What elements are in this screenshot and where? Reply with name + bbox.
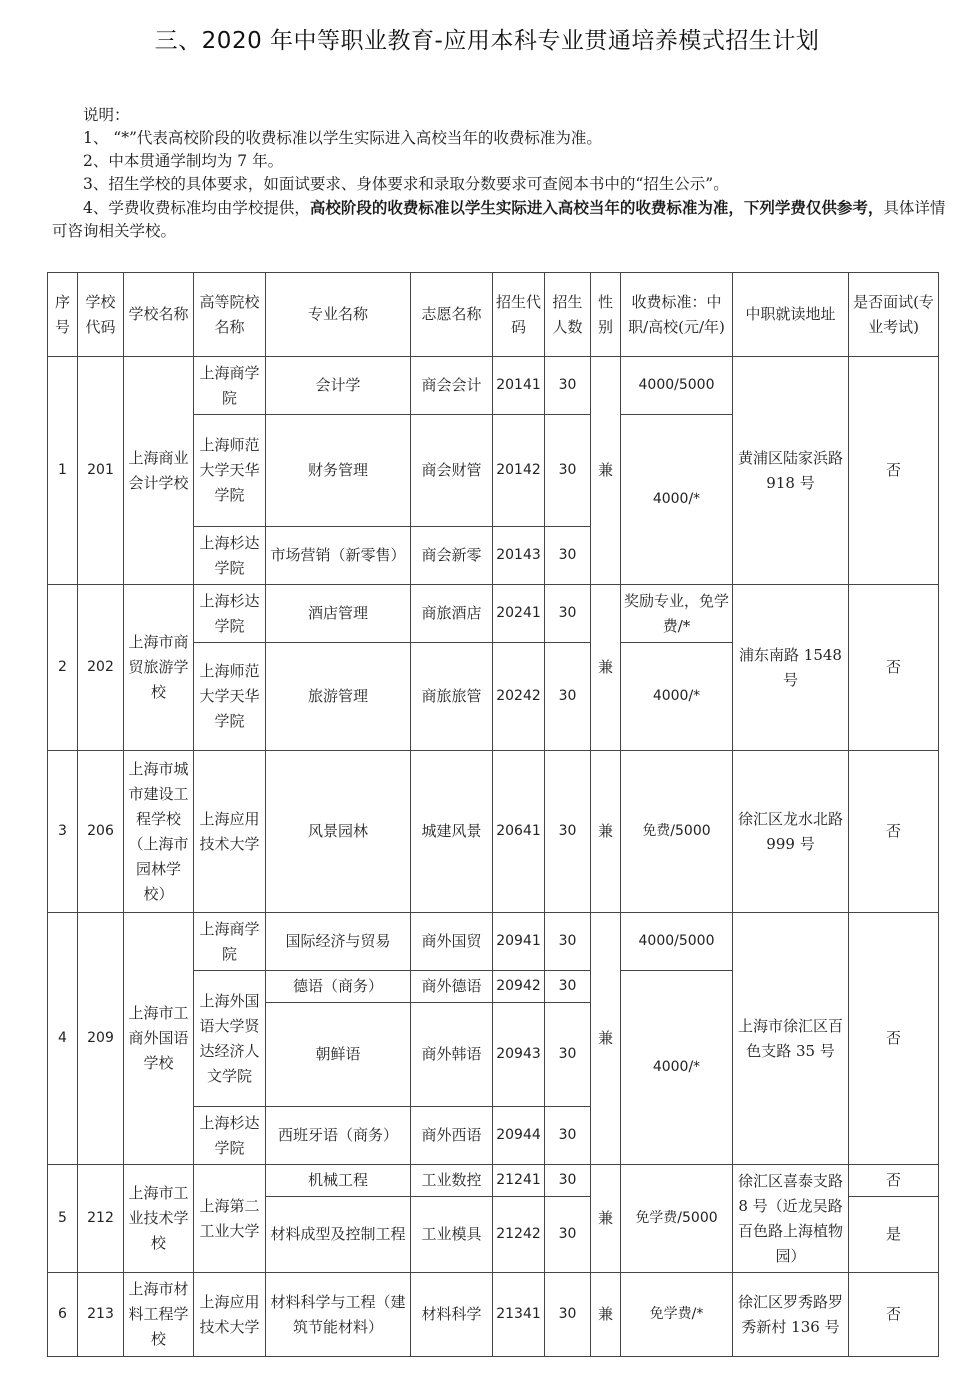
cell-wish: 商外国贸: [411, 913, 493, 971]
cell-fee: 4000/*: [621, 643, 733, 751]
cell-wish: 工业模具: [411, 1197, 493, 1273]
cell-major: 会计学: [266, 357, 411, 415]
cell-address: 上海市徐汇区百色支路 35 号: [733, 913, 849, 1165]
cell-count: 30: [545, 1003, 591, 1107]
cell-interview: 否: [849, 751, 939, 913]
cell-count: 30: [545, 1273, 591, 1357]
header-major: 专业名称: [266, 273, 411, 357]
cell-wish: 商外韩语: [411, 1003, 493, 1107]
cell-wish: 工业数控: [411, 1165, 493, 1197]
cell-seq: 5: [48, 1165, 78, 1273]
cell-gender: 兼: [591, 751, 621, 913]
cell-enroll-code: 20142: [493, 415, 545, 527]
cell-count: 30: [545, 913, 591, 971]
table-row: [48, 1165, 939, 1197]
cell-fee: 奖励专业，免学费/*: [621, 585, 733, 643]
note-item-1: 1、 “*”代表高校阶段的收费标准以学生实际进入高校当年的收费标准为准。: [83, 129, 602, 147]
cell-address: 黄浦区陆家浜路 918 号: [733, 357, 849, 585]
cell-enroll-code: 20943: [493, 1003, 545, 1107]
cell-major: 国际经济与贸易: [266, 913, 411, 971]
cell-major: 机械工程: [266, 1165, 411, 1197]
cell-wish: 材料科学: [411, 1273, 493, 1357]
cell-college: 上海师范大学天华学院: [194, 415, 266, 527]
header-school-code: 学校代码: [78, 273, 124, 357]
cell-major: 材料科学与工程（建筑节能材料）: [266, 1273, 411, 1357]
cell-interview: 否: [849, 1273, 939, 1357]
cell-wish: 商旅旅管: [411, 643, 493, 751]
cell-address: 徐汇区龙水北路 999 号: [733, 751, 849, 913]
notes-heading: 说明：: [83, 106, 130, 124]
cell-gender: 兼: [591, 1165, 621, 1273]
cell-fee: 免学费/5000: [621, 1165, 733, 1273]
cell-college: 上海第二工业大学: [194, 1165, 266, 1273]
cell-interview: 否: [849, 585, 939, 751]
cell-school-name: 上海市工商外国语学校: [124, 913, 194, 1165]
cell-fee: 免学费/*: [621, 1273, 733, 1357]
cell-enroll-code: 20941: [493, 913, 545, 971]
header-school-name: 学校名称: [124, 273, 194, 357]
cell-major: 旅游管理: [266, 643, 411, 751]
cell-college: 上海商学院: [194, 913, 266, 971]
cell-major: 材料成型及控制工程: [266, 1197, 411, 1273]
table-row: [48, 1273, 939, 1357]
cell-school-code: 212: [78, 1165, 124, 1273]
cell-seq: 2: [48, 585, 78, 751]
cell-enroll-code: 20242: [493, 643, 545, 751]
cell-count: 30: [545, 585, 591, 643]
cell-school-name: 上海市材料工程学校: [124, 1273, 194, 1357]
cell-count: 30: [545, 643, 591, 751]
cell-interview: 否: [849, 913, 939, 1165]
cell-college: 上海外国语大学贤达经济人文学院: [194, 971, 266, 1107]
table-row: [48, 585, 939, 643]
cell-count: 30: [545, 971, 591, 1003]
cell-count: 30: [545, 1197, 591, 1273]
cell-gender: 兼: [591, 913, 621, 1165]
cell-enroll-code: 21242: [493, 1197, 545, 1273]
cell-count: 30: [545, 357, 591, 415]
cell-enroll-code: 20942: [493, 971, 545, 1003]
cell-college: 上海杉达学院: [194, 527, 266, 585]
cell-fee: 4000/*: [621, 415, 733, 585]
cell-school-code: 202: [78, 585, 124, 751]
cell-major: 西班牙语（商务）: [266, 1107, 411, 1165]
cell-fee: 4000/5000: [621, 913, 733, 971]
cell-count: 30: [545, 527, 591, 585]
cell-count: 30: [545, 415, 591, 527]
cell-seq: 4: [48, 913, 78, 1165]
cell-enroll-code: 20141: [493, 357, 545, 415]
cell-address: 徐汇区喜泰支路 8 号（近龙吴路百色路上海植物园）: [733, 1165, 849, 1273]
header-wish: 志愿名称: [411, 273, 493, 357]
cell-enroll-code: 21241: [493, 1165, 545, 1197]
table-row: [48, 357, 939, 415]
cell-enroll-code: 20944: [493, 1107, 545, 1165]
cell-gender: 兼: [591, 357, 621, 585]
cell-school-code: 206: [78, 751, 124, 913]
header-interview: 是否面试(专业考试): [849, 273, 939, 357]
header-college: 高等院校名称: [194, 273, 266, 357]
note-item-3: 3、招生学校的具体要求，如面试要求、身体要求和录取分数要求可查阅本书中的“招生公示”。: [83, 175, 729, 193]
header-count: 招生人数: [545, 273, 591, 357]
cell-address: 徐汇区罗秀路罗秀新村 136 号: [733, 1273, 849, 1357]
cell-school-code: 201: [78, 357, 124, 585]
cell-wish: 商外西语: [411, 1107, 493, 1165]
table-row: [48, 913, 939, 971]
cell-major: 风景园林: [266, 751, 411, 913]
cell-seq: 6: [48, 1273, 78, 1357]
cell-college: 上海应用技术大学: [194, 751, 266, 913]
cell-fee: 免费/5000: [621, 751, 733, 913]
cell-enroll-code: 21341: [493, 1273, 545, 1357]
cell-wish: 商会新零: [411, 527, 493, 585]
cell-major: 朝鲜语: [266, 1003, 411, 1107]
note-item-4-bold: 高校阶段的收费标准以学生实际进入高校当年的收费标准为准，下列学费仅供参考，: [309, 198, 884, 217]
cell-gender: 兼: [591, 1273, 621, 1357]
cell-interview: 是: [849, 1197, 939, 1273]
cell-address: 浦东南路 1548 号: [733, 585, 849, 751]
header-fee: 收费标准：中职/高校(元/年): [621, 273, 733, 357]
header-seq: 序号: [48, 273, 78, 357]
cell-wish: 商会会计: [411, 357, 493, 415]
cell-school-name: 上海市工业技术学校: [124, 1165, 194, 1273]
note-item-2: 2、中本贯通学制均为 7 年。: [83, 152, 284, 170]
cell-college: 上海应用技术大学: [194, 1273, 266, 1357]
cell-seq: 1: [48, 357, 78, 585]
cell-enroll-code: 20641: [493, 751, 545, 913]
cell-wish: 商外德语: [411, 971, 493, 1003]
note-item-4-prefix: 4、学费收费标准均由学校提供，: [83, 199, 310, 217]
note-item-4-suffix: 具体详情可咨询相关学校。: [52, 199, 946, 240]
cell-school-name: 上海商业会计学校: [124, 357, 194, 585]
cell-interview: 否: [849, 1165, 939, 1197]
cell-college: 上海杉达学院: [194, 1107, 266, 1165]
header-gender: 性别: [591, 273, 621, 357]
enrollment-table: [47, 272, 939, 1357]
cell-college: 上海师范大学天华学院: [194, 643, 266, 751]
cell-college: 上海商学院: [194, 357, 266, 415]
cell-major: 财务管理: [266, 415, 411, 527]
notes-section: [52, 104, 952, 243]
cell-school-name: 上海市商贸旅游学校: [124, 585, 194, 751]
cell-fee: 4000/*: [621, 971, 733, 1165]
note-item-4: [52, 196, 952, 243]
cell-wish: 商旅酒店: [411, 585, 493, 643]
cell-wish: 商会财管: [411, 415, 493, 527]
cell-enroll-code: 20241: [493, 585, 545, 643]
cell-enroll-code: 20143: [493, 527, 545, 585]
header-enroll-code: 招生代码: [493, 273, 545, 357]
cell-major: 德语（商务）: [266, 971, 411, 1003]
cell-gender: 兼: [591, 585, 621, 751]
cell-school-code: 213: [78, 1273, 124, 1357]
cell-college: 上海杉达学院: [194, 585, 266, 643]
cell-major: 酒店管理: [266, 585, 411, 643]
page-title: 三、2020 年中等职业教育-应用本科专业贯通培养模式招生计划: [154, 28, 820, 54]
cell-fee: 4000/5000: [621, 357, 733, 415]
table-row: [48, 751, 939, 913]
cell-school-code: 209: [78, 913, 124, 1165]
cell-school-name: 上海市城市建设工程学校（上海市园林学校）: [124, 751, 194, 913]
header-address: 中职就读地址: [733, 273, 849, 357]
cell-wish: 城建风景: [411, 751, 493, 913]
cell-major: 市场营销（新零售）: [266, 527, 411, 585]
cell-interview: 否: [849, 357, 939, 585]
cell-count: 30: [545, 751, 591, 913]
cell-seq: 3: [48, 751, 78, 913]
cell-count: 30: [545, 1165, 591, 1197]
table-header-row: [48, 273, 939, 357]
cell-count: 30: [545, 1107, 591, 1165]
